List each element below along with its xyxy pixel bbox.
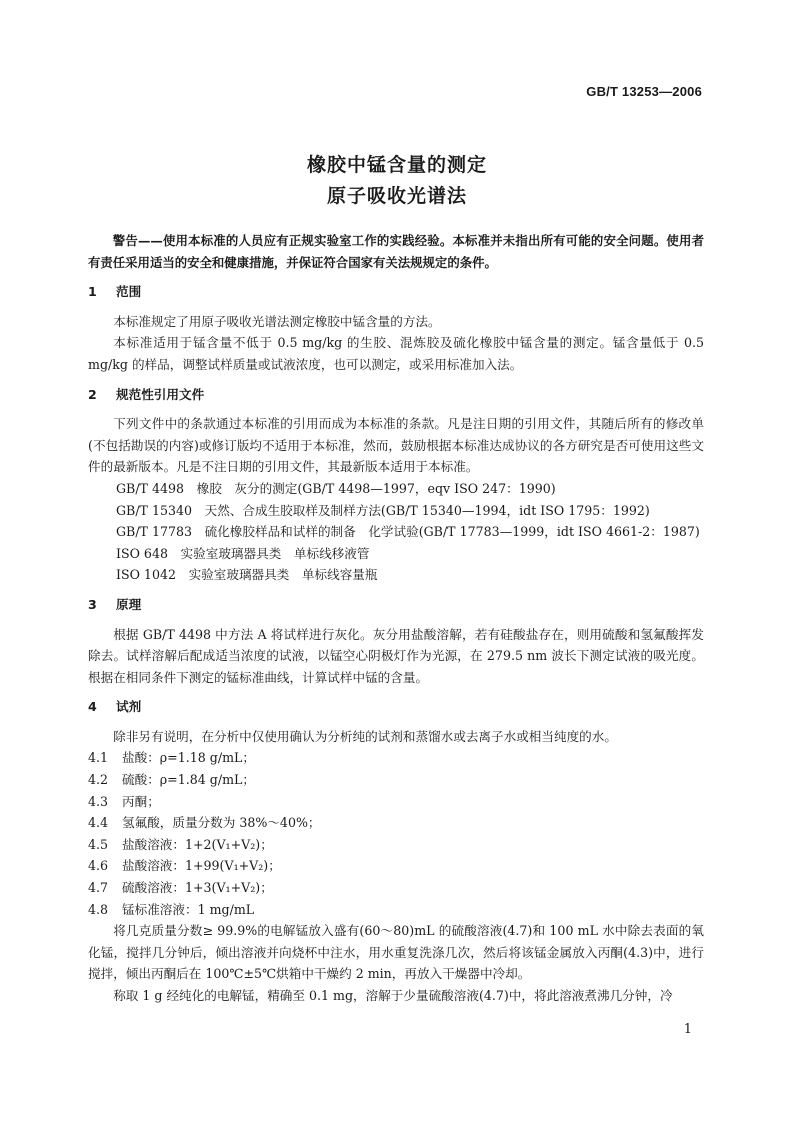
reagents-intro-paragraph: 除非另有说明，在分析中仅使用确认为分析纯的试剂和蒸馏水或去离子水或相当纯度的水。 [113,728,617,744]
reagent-text: 氢氟酸，质量分数为 38%～40%； [122,815,321,831]
scope-paragraph: 本标准适用于锰含量不低于 0.5 mg/kg 的生胶、混炼胶及硫化橡胶中锰含量的测定。锰含量低于 0.5 mg/kg 的样品，调整试样质量或试液浓度，也可以测定，或采用标准加入法。 [88,335,704,372]
reagent-number: 4.3 [88,793,109,809]
reagent-item [88,812,704,834]
section-title: 范围 [116,284,142,300]
reagent-item [88,855,704,877]
reagent-number: 4.5 [88,836,109,852]
document-subtitle: 原子吸收光谱法 [326,185,467,207]
refs-intro-paragraph: 下列文件中的条款通过本标准的引用而成为本标准的条款。凡是注日期的引用文件，其随后所有的修改单(不包括勘误的内容)或修订版均不适用于本标准，然而，鼓励根据本标准达成协议的各方研究是否可使用这些文件的最新版本。凡是不注日期的引用文件，其最新版本适用于本标准。 [88,416,704,475]
reagent-item [88,747,704,769]
reagent-item [88,769,704,791]
section-title: 试剂 [116,699,142,715]
reagent-number: 4.8 [88,901,109,917]
reagent-text: 盐酸溶液：1+2(V₁+V₂)； [122,836,273,852]
page-number: 1 [683,1022,692,1037]
reagent-text: 硫酸：ρ=1.84 g/mL； [122,772,255,788]
principle-paragraph: 根据 GB/T 4498 中方法 A 将试样进行灰化。灰分用盐酸溶解，若有硅酸盐存在，则用硫酸和氢氟酸挥发除去。试样溶解后配成适当浓度的试液，以锰空心阴极灯作为光源，在 279.5 nm 波长下测定试液的吸光度。根据在相同条件下测定的锰标准曲线，计算试样中锰的含量。 [88,626,704,685]
section-title: 原理 [116,596,142,612]
section-heading-refs [88,384,704,406]
section-number: 3 [88,596,97,612]
reference-item: ISO 1042 实验室玻璃器具类 单标线容量瓶 [116,567,378,583]
reagent-item [88,791,704,813]
reference-item: GB/T 15340 天然、合成生胶取样及制样方法(GB/T 15340—1994，idt ISO 1795：1992) [116,502,650,518]
document-title: 橡胶中锰含量的测定 [306,154,487,176]
warning-paragraph: 警告——使用本标准的人员应有正规实验室工作的实践经验。本标准并未指出所有可能的安全问题。使用者有责任采用适当的安全和健康措施，并保证符合国家有关法规规定的条件。 [88,233,704,270]
section-number: 2 [88,386,97,402]
reagent-number: 4.2 [88,772,109,788]
reagent-item [88,899,704,921]
section-number: 1 [88,284,97,300]
reagent-number: 4.7 [88,880,109,896]
reagent-number: 4.1 [88,750,109,766]
reagent-item [88,834,704,856]
reagent-text: 硫酸溶液：1+3(V₁+V₂)； [122,880,273,896]
reagent-prep-paragraph: 称取 1 g 经纯化的电解锰，精确至 0.1 mg，溶解于少量硫酸溶液(4.7)中，将此溶液煮沸几分钟，冷 [113,988,673,1003]
reagent-number: 4.4 [88,815,109,831]
reagent-text: 锰标准溶液：1 mg/mL [122,901,255,917]
reagent-number: 4.6 [88,858,109,874]
section-heading-scope [88,281,704,303]
reference-item: ISO 648 实验室玻璃器具类 单标线移液管 [116,545,370,561]
section-number: 4 [88,699,97,715]
reference-item: GB/T 4498 橡胶 灰分的测定(GB/T 4498—1997，eqv ISO 247：1990) [116,480,556,496]
section-title: 规范性引用文件 [116,386,205,402]
document-body [88,230,704,1007]
scope-paragraph: 本标准规定了用原子吸收光谱法测定橡胶中锰含量的方法。 [113,313,441,329]
reagent-prep-paragraph: 将几克质量分数≥ 99.9%的电解锰放入盛有(60～80)mL 的硫酸溶液(4.7)和 100 mL 水中除去表面的氧化锰，搅拌几分钟后，倾出溶液并向烧杯中注水，用水重复洗涤几次，然后将该锰金属放入丙酮(4.3)中，进行搅拌，倾出丙酮后在 100℃±5℃烘箱中干燥约 2 min，再放入干燥器中冷却。 [88,923,704,982]
reagent-text: 丙酮； [122,793,160,809]
reagent-text: 盐酸：ρ=1.18 g/mL； [122,750,255,766]
reagent-item [88,877,704,899]
standard-number: GB/T 13253—2006 [586,84,702,99]
reagent-text: 盐酸溶液：1+99(V₁+V₂)； [122,858,281,874]
section-heading-reagents [88,696,704,718]
section-heading-principle [88,594,704,616]
reference-item: GB/T 17783 硫化橡胶样品和试样的制备 化学试验(GB/T 17783—1999，idt ISO 4661-2：1987) [116,524,700,540]
